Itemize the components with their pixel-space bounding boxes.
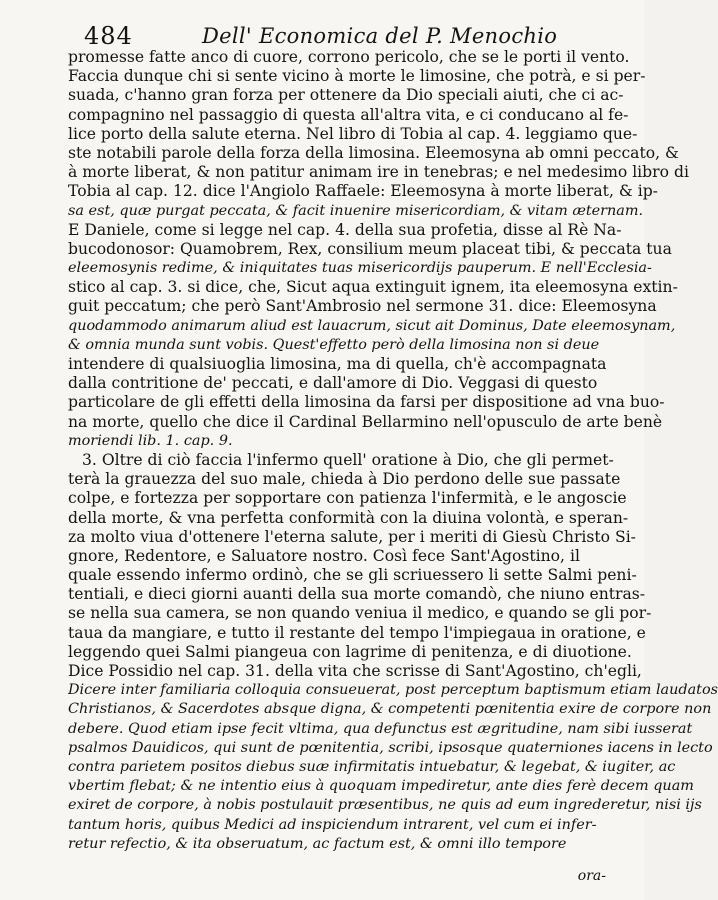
page-number: 484 — [84, 22, 133, 50]
text-line: Faccia dunque chi si sente vicino à morte le limosine, che potrà, e si per- — [68, 67, 646, 86]
text-line: quale essendo infermo ordinò, che se gli scriuessero li sette Salmi peni- — [68, 566, 637, 585]
text-line: Christianos, & Sacerdotes absque digna, & competenti pœnitentia exire de corpore non — [68, 701, 712, 718]
text-line: exiret de corpore, à nobis postulauit præsentibus, ne quis ad eum ingrederetur, nisi ijs — [68, 797, 702, 814]
text-line: taua da mangiare, e tutto il restante del tempo l'impiegaua in oratione, e — [68, 623, 646, 642]
text-line: della morte, & vna perfetta conformità con la diuina volontà, e speran- — [68, 508, 629, 527]
text-line: colpe, e fortezza per sopportare con patienza l'infermità, e le angoscie — [68, 489, 627, 508]
text-line: ste notabili parole della forza della limosina. Eleemosyna ab omni peccato, & — [68, 143, 679, 162]
page-header — [84, 22, 604, 50]
text-line: leggendo quei Salmi piangeua con lagrime di penitenza, e di diuotione. — [68, 642, 632, 661]
text-line: stico al cap. 3. si dice, che, Sicut aqua extinguit ignem, ita eleemosyna extin- — [68, 278, 678, 297]
text-line: & omnia munda sunt vobis. Quest'effetto però della limosina non si deue — [68, 336, 600, 353]
text-line: Dicere inter familiaria colloquia consueuerat, post perceptum baptismum etiam laudatos — [68, 682, 718, 699]
text-line: dalla contritione de' peccati, e dall'amore di Dio. Veggasi di questo — [68, 374, 598, 393]
text-line: promesse fatte anco di cuore, corrono pericolo, che se le porti il vento. — [68, 48, 630, 66]
text-line: à morte liberat, & non patitur animam ire in tenebras; e nel medesimo libro di — [68, 163, 689, 182]
text-line: debere. Quod etiam ipse fecit vltima, qua defunctus est ægritudine, nam sibi iusserat — [68, 720, 693, 737]
text-line: eleemosynis redime, & iniquitates tuas misericordijs pauperum. E nell'Ecclesia- — [68, 260, 652, 277]
text-line: quodammodo animarum aliud est lauacrum, sicut ait Dominus, Date eleemosynam, — [68, 317, 676, 334]
text-line: particolare de gli effetti della limosina da farsi per dispositione ad vna buo- — [68, 393, 665, 412]
text-line: contra parietem positos diebus suæ infirmitatis intuebatur, & legebat, & iugiter, ac — [68, 758, 676, 775]
text-line: terà la grauezza del suo male, chieda à Dio perdono delle sue passate — [68, 470, 621, 489]
text-line: za molto viua d'ottenere l'eterna salute, per i meriti di Giesù Christo Si- — [68, 527, 636, 546]
text-line: 3. Oltre di ciò faccia l'infermo quell' oratione à Dio, che gli permet- — [82, 450, 614, 469]
text-line: gnore, Redentore, e Saluatore nostro. Così fece Sant'Agostino, il — [68, 546, 580, 565]
text-line: lice porto della salute eterna. Nel libro di Tobia al cap. 4. leggiamo que- — [68, 124, 638, 143]
text-line: vbertim flebat; & ne intentio eius à quoquam impediretur, ante dies ferè decem quam — [68, 778, 694, 795]
text-line: moriendi lib. 1. cap. 9. — [68, 432, 233, 449]
text-line: E Daniele, come si legge nel cap. 4. della sua profetia, disse al Rè Na- — [68, 220, 622, 239]
text-line: compagnino nel passaggio di questa all'altra vita, e ci conducano al fe- — [68, 105, 629, 124]
text-line: Dice Possidio nel cap. 31. della vita che scrisse di Sant'Agostino, ch'egli, — [68, 662, 642, 680]
text-line: tentiali, e dieci giorni auanti della sua morte comandò, che niuno entras- — [68, 585, 646, 604]
text-line: intendere di qualsiuoglia limosina, ma di quella, ch'è accompagnata — [68, 355, 607, 373]
body-text — [68, 48, 718, 854]
text-line: se nella sua camera, se non quando veniua il medico, e quando se gli por- — [68, 604, 652, 623]
text-line: guit peccatum; che però Sant'Ambrosio nel sermone 31. dice: Eleemosyna — [68, 297, 657, 316]
text-line: psalmos Dauidicos, qui sunt de pœnitentia, scribi, ipsosque quaterniones iacens in lecto — [68, 739, 713, 756]
text-line: Tobia al cap. 12. dice l'Angiolo Raffaele: Eleemosyna à morte liberat, & ip- — [68, 182, 658, 201]
catchword: ora- — [577, 868, 606, 884]
text-line: sa est, quæ purgat peccata, & facit inuenire misericordiam, & vitam æternam. — [68, 202, 644, 219]
text-line: na morte, quello che dice il Cardinal Bellarmino nell'opusculo de arte benè — [68, 412, 663, 431]
text-line: suada, c'hanno gran forza per ottenere da Dio speciali aiuti, che ci ac- — [68, 86, 624, 105]
text-line: retur refectio, & ita obseruatum, ac factum est, & omni illo tempore — [68, 835, 567, 852]
text-line: tantum horis, quibus Medici ad inspiciendum intrarent, vel cum ei infer- — [68, 816, 597, 833]
text-line: bucodonosor: Quamobrem, Rex, consilium meum placeat tibi, & peccata tua — [68, 239, 672, 258]
running-title: Dell' Economica del P. Menochio — [202, 24, 558, 48]
